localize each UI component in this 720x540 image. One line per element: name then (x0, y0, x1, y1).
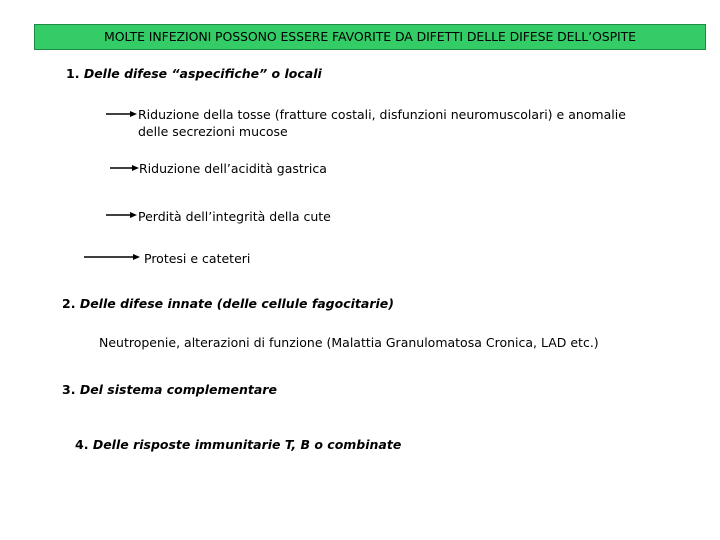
section-2-title: Delle difese innate (delle cellule fagocitarie) (79, 296, 394, 311)
section-2-number: 2. (62, 296, 76, 311)
list-item-tosse-line2: delle secrezioni mucose (138, 124, 288, 139)
section-1-heading (66, 66, 322, 81)
list-item-acidita (139, 160, 327, 177)
section-3-heading (62, 382, 277, 397)
page-title: MOLTE INFEZIONI POSSONO ESSERE FAVORITE DA DIFETTI DELLE DIFESE DELL’OSPITE (34, 24, 706, 50)
arrow-icon (84, 252, 141, 262)
list-item-tosse (138, 106, 626, 140)
arrow-icon (106, 210, 138, 220)
arrow-icon (110, 163, 140, 173)
section-3-number: 3. (62, 382, 76, 397)
section-2-heading (62, 296, 394, 311)
arrow-icon (106, 109, 138, 119)
list-item-tosse-line1: Riduzione della tosse (fratture costali, disfunzioni neuromuscolari) e anomalie (138, 107, 626, 122)
section-4-heading (75, 437, 401, 452)
section-2-detail: Neutropenie, alterazioni di funzione (Malattia Granulomatosa Cronica, LAD etc.) (99, 335, 599, 350)
section-4-title: Delle risposte immunitarie T, B o combinate (92, 437, 402, 452)
list-item-protesi (144, 250, 250, 267)
section-1-title: Delle difese “aspecifiche” o locali (83, 66, 322, 81)
section-1-number: 1. (66, 66, 80, 81)
list-item-protesi-line1: Protesi e cateteri (144, 251, 251, 266)
section-3-title: Del sistema complementare (79, 382, 277, 397)
list-item-cute (138, 208, 331, 225)
list-item-acidita-line1: Riduzione dell’acidità gastrica (139, 161, 327, 176)
list-item-cute-line1: Perdità dell’integrità della cute (138, 209, 331, 224)
section-4-number: 4. (75, 437, 89, 452)
